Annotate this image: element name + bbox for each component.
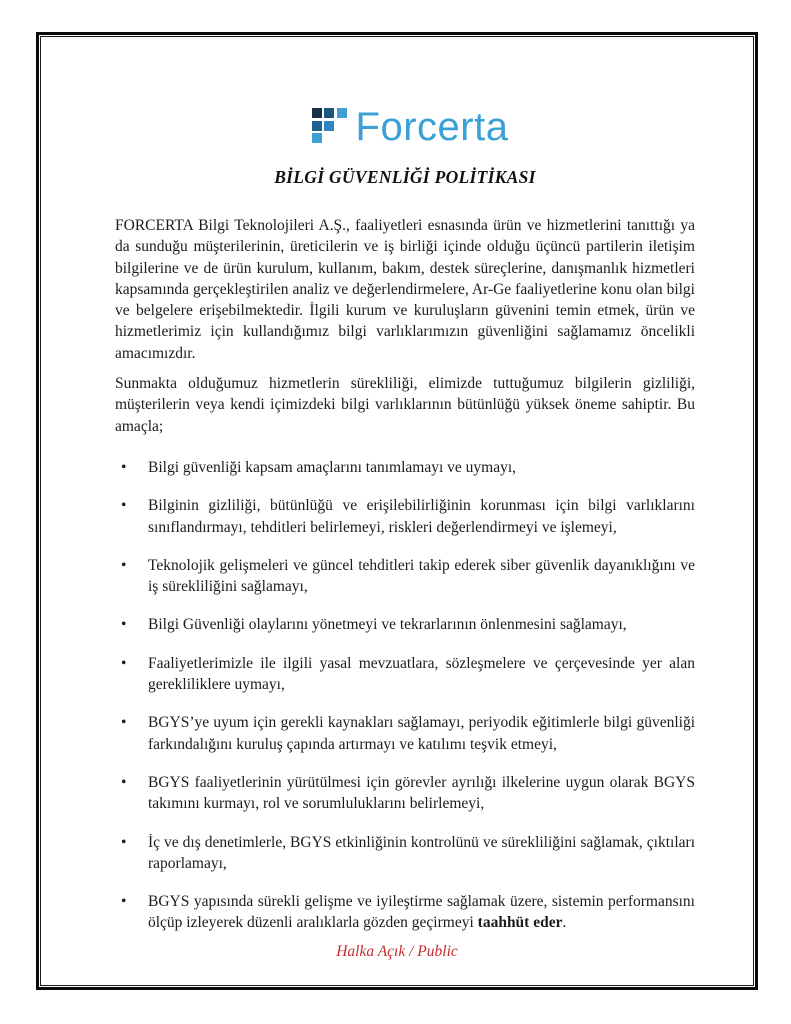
bullet-marker: •: [121, 616, 127, 634]
list-item: [115, 614, 695, 635]
bullet-marker: •: [121, 833, 127, 851]
list-item-text: Bilgi güvenliği kapsam amaçlarını tanımlamayı ve uymayı,: [148, 458, 517, 476]
list-item: [115, 832, 695, 875]
list-item: [115, 495, 695, 538]
logo-square: [337, 108, 347, 118]
forcerta-logo-icon: [312, 108, 347, 143]
bullet-marker: •: [121, 497, 127, 515]
logo-square: [312, 121, 322, 131]
classification-footer: Halka Açık / Public: [336, 943, 458, 960]
logo-square: [312, 108, 322, 118]
page-border-frame: [36, 32, 758, 990]
logo-square: [324, 121, 334, 131]
list-item-text: BGYS faaliyetlerinin yürütülmesi için görevler ayrılığı ilkelerine uygun olarak BGYS takımını kurmayı, rol ve sorumluluklarını belirlemeyi,: [148, 773, 695, 813]
list-item-text: Bilginin gizliliği, bütünlüğü ve erişilebilirliğinin korunması için bilgi varlıklarını sınıflandırmayı, tehditleri belirlemeyi, riskleri değerlendirmeyi ve işlemeyi,: [148, 497, 695, 536]
bullet-marker: •: [121, 773, 127, 791]
list-item: [115, 772, 695, 815]
document-title: BİLGİ GÜVENLİĞİ POLİTİKASI: [274, 167, 536, 187]
bullet-marker: •: [121, 714, 127, 732]
logo-square: [312, 133, 322, 143]
paragraph-purpose: Sunmakta olduğumuz hizmetlerin sürekliliği, elimizde tuttuğumuz bilgilerin gizliliği, müşterilerin veya kendi içimizdeki bilgi varlıklarının bütünlüğü yüksek öneme sahiptir. Bu amaçla;: [115, 375, 695, 435]
list-item: [115, 712, 695, 755]
list-item-text: BGYS’ye uyum için gerekli kaynakları sağlamayı, periyodik eğitimlerle bilgi güvenliği farkındalığını kuruluş çapında artırmayı ve katılımı teşvik etmeyi,: [148, 714, 695, 753]
list-item-text: Bilgi Güvenliği olaylarını yönetmeyi ve tekrarlarının önlenmesini sağlamayı,: [148, 616, 627, 634]
list-item: [115, 653, 695, 696]
bullet-marker: •: [121, 893, 127, 911]
list-item: [115, 457, 695, 478]
list-item-text: Teknolojik gelişmeleri ve güncel tehditleri takip ederek siber güvenlik dayanıklığını ve iş sürekliliğini sağlamayı,: [148, 556, 695, 596]
list-item-text: İç ve dış denetimlerle, BGYS etkinliğinin kontrolünü ve sürekliliğini sağlamak, çıktıları raporlamayı,: [148, 833, 695, 872]
logo-wordmark: Forcerta: [355, 105, 509, 149]
logo: [125, 105, 695, 149]
logo-square: [324, 108, 334, 118]
bullet-marker: •: [121, 458, 127, 476]
page-content: [39, 35, 755, 987]
list-item-text: BGYS yapısında sürekli gelişme ve iyileştirme sağlamak üzere, sistemin performansını ölçüp izleyerek düzenli aralıklarla gözden geçirmeyi taahhüt eder.: [148, 893, 695, 932]
list-item: [115, 891, 695, 934]
bullet-marker: •: [121, 654, 127, 672]
list-item: [115, 555, 695, 598]
document-body: [115, 215, 695, 934]
list-item-text: Faaliyetlerimizle ile ilgili yasal mevzuatlara, sözleşmelere ve çerçevesinde yer alan gerekliliklere uymayı,: [148, 654, 695, 694]
policy-bullet-list: [115, 457, 695, 934]
paragraph-intro: FORCERTA Bilgi Teknolojileri A.Ş., faaliyetleri esnasında ürün ve hizmetlerini tanıttığı ya da sunduğu müşterilerinin, üreticilerin ve iş birliği içinde olduğu üçüncü partilerin iletişim bilgilerine ve de ürün kurulum, kullanım, bakım, destek süreçlerine, danışmanlık hizmetleri kapsamında gerçekleştirilen analiz ve değerlendirmelere, Ar-Ge faaliyetlerine konu olan bilgi ve belgelere erişebilmektedir. İlgili kurum ve kuruluşların güvenini temin etmek, ürün ve hizmetlerimiz için kullandığımız bilgi varlıklarımızın güvenliğini sağlamamız öncelikli amacımızdır.: [115, 217, 695, 362]
bullet-marker: •: [121, 556, 127, 574]
